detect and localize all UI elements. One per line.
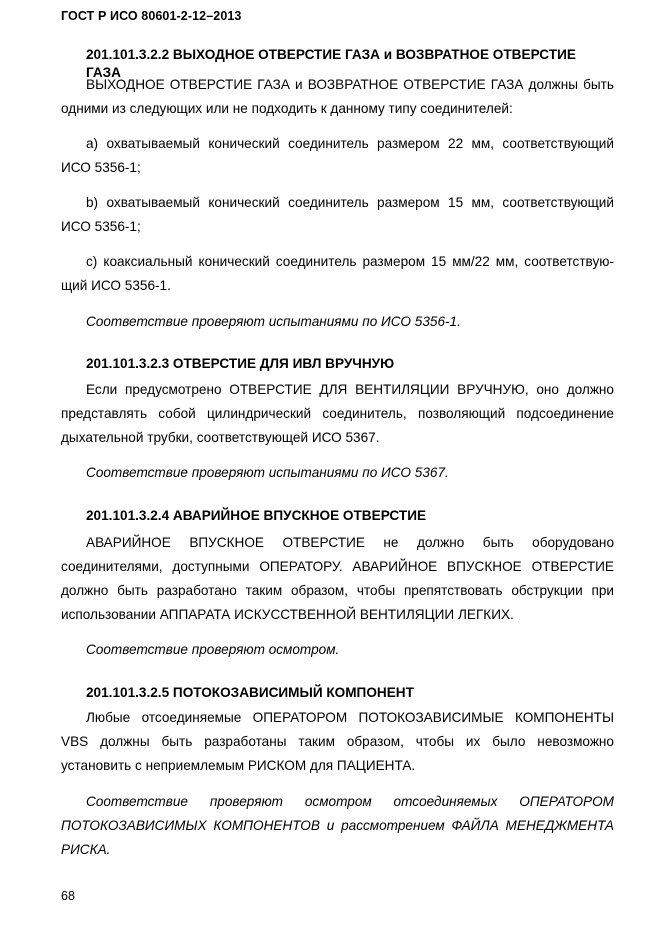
section-paragraph: Любые отсоединяемые ОПЕРАТОРОМ ПОТОКОЗАВИСИМЫЕ КОМПОНЕНТЫ VBS должны быть разработаны таким образом, чтобы их было невозможно установить с неприемлемым РИСКОМ для ПАЦИЕНТА. (61, 710, 614, 773)
section-heading: 201.101.3.2.5 ПОТОКОЗАВИСИМЫЙ КОМПОНЕНТ (86, 685, 414, 700)
list-item-a (61, 132, 614, 180)
section-4-body (61, 706, 614, 778)
list-item-a-line2: ИСО 5356-1; (61, 160, 141, 175)
section-paragraph: АВАРИЙНОЕ ВПУСКНОЕ ОТВЕРСТИЕ не должно быть оборудовано соединителями, доступными ОПЕРАТОРУ. АВАРИЙНОЕ ВПУСКНОЕ ОТВЕРСТИЕ должно быть разработано таким образом, чтобы препятствовать обструкции при использовании АППАРАТА ИСКУССТВЕННОЙ ВЕНТИЛЯЦИИ ЛЕГКИХ. (61, 535, 614, 622)
list-item-b-line1: b) охватываемый конический соединитель размером 15 мм, соответствующий (86, 195, 614, 210)
section-intro-paragraph: ВЫХОДНОЕ ОТВЕРСТИЕ ГАЗА и ВОЗВРАТНОЕ ОТВЕРСТИЕ ГАЗА должны быть одними из следующих или не подходить к данному типу соединителей: (61, 77, 614, 116)
compliance-text: Соответствие проверяют осмотром. (86, 642, 340, 657)
list-item-c-line1: с) коаксиальный конический соединитель размером 15 мм/22 мм, соответствую- (86, 254, 614, 269)
section-paragraph: Если предусмотрено ОТВЕРСТИЕ ДЛЯ ВЕНТИЛЯЦИИ ВРУЧНУЮ, оно должно представлять собой цилиндрический соединитель, позволяющий подсоединение дыхательной трубки, соответствующей ИСО 5367. (61, 382, 614, 445)
list-item-c (61, 250, 614, 298)
compliance-note-1 (61, 313, 614, 331)
compliance-note-2 (61, 464, 614, 482)
compliance-note-4 (61, 790, 614, 862)
compliance-text: Соответствие проверяют осмотром отсоединяемых ОПЕРАТОРОМ ПОТОКОЗАВИСИМЫХ КОМПОНЕНТОВ и рассмотрением ФАЙЛА МЕНЕДЖМЕНТА РИСКА. (61, 794, 614, 857)
compliance-text: Соответствие проверяют испытаниями по ИСО 5367. (86, 465, 449, 480)
section-201-101-3-2-3 (61, 355, 614, 373)
list-item-b-line2: ИСО 5356-1; (61, 219, 141, 234)
list-item-c-line2: щий ИСО 5356-1. (61, 278, 171, 293)
section-heading: 201.101.3.2.3 ОТВЕРСТИЕ ДЛЯ ИВЛ ВРУЧНУЮ (86, 356, 395, 371)
section-2-body (61, 378, 614, 450)
compliance-text: Соответствие проверяют испытаниями по ИСО 5356-1. (86, 314, 461, 329)
section-heading: 201.101.3.2.4 АВАРИЙНОЕ ВПУСКНОЕ ОТВЕРСТИЕ (86, 508, 427, 523)
list-item-b (61, 191, 614, 239)
section-3-body (61, 531, 614, 627)
section-heading: 201.101.3.2.2 ВЫХОДНОЕ ОТВЕРСТИЕ ГАЗА и ВОЗВРАТНОЕ ОТВЕРСТИЕ ГАЗА (86, 47, 576, 80)
list-item-a-line1: а) охватываемый конический соединитель размером 22 мм, соответствующий (86, 136, 614, 151)
section-201-101-3-2-4 (61, 507, 614, 525)
standard-header: ГОСТ Р ИСО 80601-2-12–2013 (61, 9, 242, 23)
section-201-101-3-2-5 (61, 684, 614, 702)
compliance-note-3 (61, 641, 614, 659)
page-number: 68 (61, 889, 75, 903)
section-intro-block (61, 73, 614, 121)
